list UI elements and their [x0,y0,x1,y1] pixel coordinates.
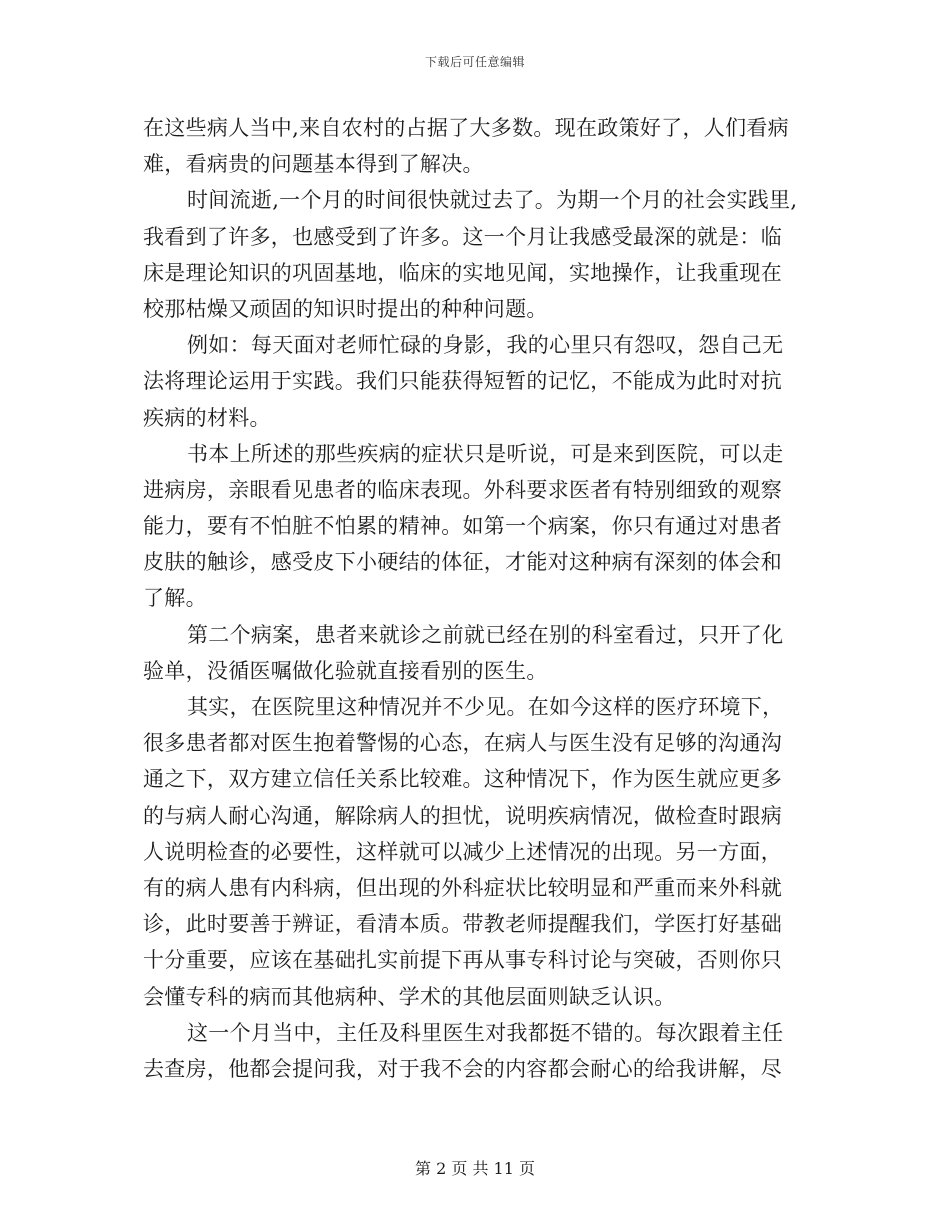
text-line: 难，看病贵的问题基本得到了解决。 [143,152,484,177]
text-line: 验单，没循医嘱做化验就直接看别的医生。 [143,658,548,683]
page-footer: 第 2 页 共 11 页 [415,1159,535,1178]
text-line: 在这些病人当中,来自农村的占据了大多数。现在政策好了，人们看病 [143,116,789,140]
text-line: 很多患者都对医生抱着警惕的心态，在病人与医生没有足够的沟通沟 [143,731,782,756]
text-line: 校那枯燥又顽固的知识时提出的种种问题。 [143,296,548,321]
page-header: 下载后可任意编辑 [424,55,525,69]
text-line: 的与病人耐心沟通，解除病人的担忧，说明疾病情况，做检查时跟病 [143,803,782,828]
paragraph-first-line: 这一个月当中，主任及科里医生对我都挺不错的。每次跟着主任 [187,1020,784,1045]
text-line: 通之下，双方建立信任关系比较难。这种情况下，作为医生就应更多 [143,767,782,792]
text-line: 人说明检查的必要性，这样就可以减少上述情况的出现。另一方面， [143,839,782,864]
paragraph-first-line: 时间流逝,一个月的时间很快就过去了。为期一个月的社会实践里, [187,188,798,213]
document-body [143,110,808,1087]
text-line: 我看到了许多，也感受到了许多。这一个月让我感受最深的就是：临 [143,224,782,249]
text-line: 会懂专科的病而其他病种、学术的其他层面则缺乏认识。 [143,984,676,1009]
text-line: 去查房，他都会提问我，对于我不会的内容都会耐心的给我讲解，尽 [143,1056,782,1081]
text-line: 有的病人患有内科病，但出现的外科症状比较明显和严重而来外科就 [143,875,782,900]
text-line: 诊，此时要善于辨证，看清本质。带教老师提醒我们，学医打好基础 [143,912,782,937]
paragraph-first-line: 例如：每天面对老师忙碌的身影，我的心里只有怨叹，怨自己无 [187,333,784,358]
text-line: 了解。 [143,586,207,611]
text-line: 疾病的材料。 [143,405,271,430]
text-line: 进病房，亲眼看见患者的临床表现。外科要求医者有特别细致的观察 [143,477,782,502]
text-line: 床是理论知识的巩固基地，临床的实地见闻，实地操作，让我重现在 [143,260,782,285]
paragraph-first-line: 其实，在医院里这种情况并不少见。在如今这样的医疗环境下， [187,695,784,719]
text-line: 法将理论运用于实践。我们只能获得短暂的记忆，不能成为此时对抗 [143,369,782,394]
paragraph-first-line: 第二个病案，患者来就诊之前就已经在别的科室看过，只开了化 [187,622,784,647]
paragraph-first-line: 书本上所述的那些疾病的症状只是听说，可是来到医院，可以走 [187,441,784,466]
text-line: 能力，要有不怕脏不怕累的精神。如第一个病案，你只有通过对患者 [143,514,782,539]
text-line: 皮肤的触诊，感受皮下小硬结的体征，才能对这种病有深刻的体会和 [143,550,782,575]
text-line: 十分重要，应该在基础扎实前提下再从事专科讨论与突破，否则你只 [143,948,782,973]
